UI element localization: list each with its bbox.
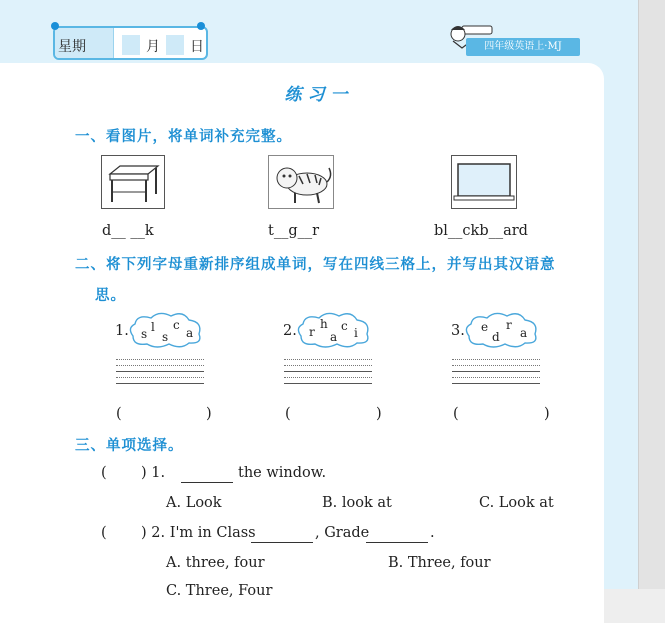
letter: a <box>186 326 194 340</box>
answer-paren[interactable]: ( <box>101 525 107 541</box>
picture-box <box>268 155 334 209</box>
blackboard-icon <box>452 156 516 208</box>
item-number: 3. <box>451 323 465 339</box>
question-1-text: the window. <box>238 465 327 481</box>
paren-open: ( <box>285 406 291 422</box>
picture-box <box>451 155 517 209</box>
option-b[interactable]: B. look at <box>322 495 392 511</box>
page-title: 练习一 <box>284 85 354 105</box>
paren-open: ( <box>453 406 459 422</box>
question-2-text: ) 2. I'm in Class <box>141 525 256 541</box>
question-2-blank-1[interactable] <box>251 530 313 543</box>
letter: l <box>151 320 155 334</box>
letter: a <box>520 326 528 340</box>
paren-open: ( <box>116 406 122 422</box>
four-line-grid[interactable] <box>452 354 540 384</box>
letter: e <box>481 320 489 334</box>
question-2-blank-2[interactable] <box>366 530 428 543</box>
item-number: 1. <box>115 323 129 339</box>
word-blackboard: bl__ckb__ard <box>434 223 528 239</box>
four-line-grid[interactable] <box>116 354 204 384</box>
week-label: 星期 <box>58 39 86 55</box>
item-number: 2. <box>283 323 297 339</box>
question-2-text-end: . <box>430 525 435 541</box>
week-field[interactable] <box>90 35 108 55</box>
section-1-title: 一、看图片，将单词补充完整。 <box>75 129 292 145</box>
pin-icon <box>197 22 205 30</box>
section-3-title: 三、单项选择。 <box>75 438 184 454</box>
paren-close: ) <box>206 406 212 422</box>
letter: s <box>141 327 148 341</box>
letter: r <box>506 318 512 332</box>
letter: i <box>354 326 358 340</box>
day-field[interactable] <box>166 35 184 55</box>
letter: h <box>320 317 328 331</box>
option-b[interactable]: B. Three, four <box>388 555 491 571</box>
day-label: 日 <box>190 39 204 55</box>
tiger-icon <box>269 156 333 208</box>
section-2-title-cont: 思。 <box>95 288 126 304</box>
section-2-title: 二、将下列字母重新排序组成单词，写在四线三格上，并写出其汉语意 <box>75 257 556 273</box>
question-2-text-mid: , Grade <box>315 525 370 541</box>
option-a[interactable]: A. three, four <box>166 555 265 571</box>
letter: c <box>173 318 180 332</box>
letter-cloud <box>461 310 543 350</box>
letter: a <box>330 330 338 344</box>
scrollbar-track[interactable] <box>638 0 665 589</box>
question-1-blank[interactable] <box>181 470 233 483</box>
option-c[interactable]: C. Three, Four <box>166 583 273 599</box>
question-1-number: ) 1. <box>141 465 166 481</box>
paren-close: ) <box>376 406 382 422</box>
grade-badge: 四年级英语上·MJ <box>466 38 580 56</box>
letter: c <box>341 319 348 333</box>
paren-close: ) <box>544 406 550 422</box>
letter: d <box>492 330 500 344</box>
four-line-grid[interactable] <box>284 354 372 384</box>
option-a[interactable]: A. Look <box>166 495 222 511</box>
answer-paren[interactable]: ( <box>101 465 107 481</box>
word-tiger: t__g__r <box>268 223 320 239</box>
option-c[interactable]: C. Look at <box>479 495 554 511</box>
picture-box <box>101 155 165 209</box>
word-table: d__ __k <box>102 223 154 239</box>
month-field[interactable] <box>122 35 140 55</box>
letter: r <box>309 325 315 339</box>
month-label: 月 <box>146 39 160 55</box>
pin-icon <box>51 22 59 30</box>
table-icon <box>102 156 164 208</box>
letter: s <box>162 330 169 344</box>
